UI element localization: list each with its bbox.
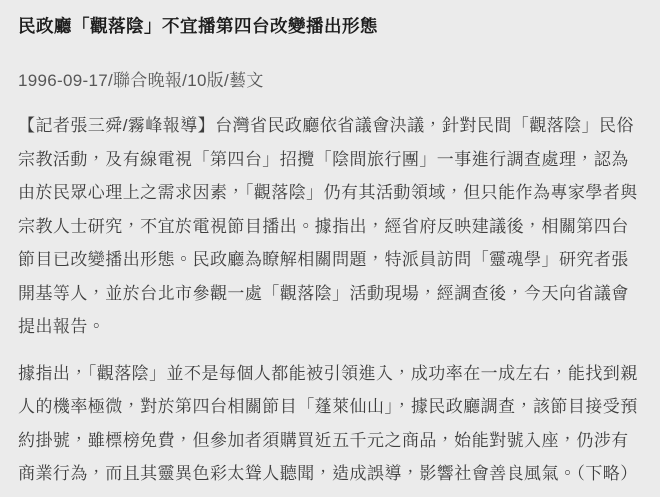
article-paragraph: 【記者張三舜/霧峰報導】台灣省民政廳依省議會決議，針對民間「觀落陰」民俗宗教活動，及有線電視「第四台」招攬「陰間旅行團」一事進行調查處理，認為由於民眾心理上之需求因素，「觀落陰」仍有其活動領域，但只能作為專家學者與宗教人士研究，不宜於電視節目播出。據指出，經省府反映建議後，相關第四台節目已改變播出形態。民政廳為瞭解相關問題，特派員訪問「靈魂學」研究者張開基等人，並於台北市參觀一處「觀落陰」活動現場，經調查後，今天向省議會提出報告。 <box>18 116 638 336</box>
article-title: 民政廳「觀落陰」不宜播第四台改變播出形態 <box>18 16 378 36</box>
article-paragraph: 據指出，「觀落陰」並不是每個人都能被引領進入，成功率在一成左右，能找到親人的機率極微，對於第四台相關節目「蓬萊仙山」，據民政廳調查，該節目接受預約掛號，雖標榜免費，但參加者須購買近五千元之商品，始能對號入座，仍涉有商業行為，而且其靈異色彩太聳人聽聞，造成誤導，影響社會善良風氣。（下略） <box>18 363 638 483</box>
article-meta: 1996-09-17/聯合晚報/10版/藝文 <box>18 71 264 90</box>
article-body <box>18 109 645 491</box>
